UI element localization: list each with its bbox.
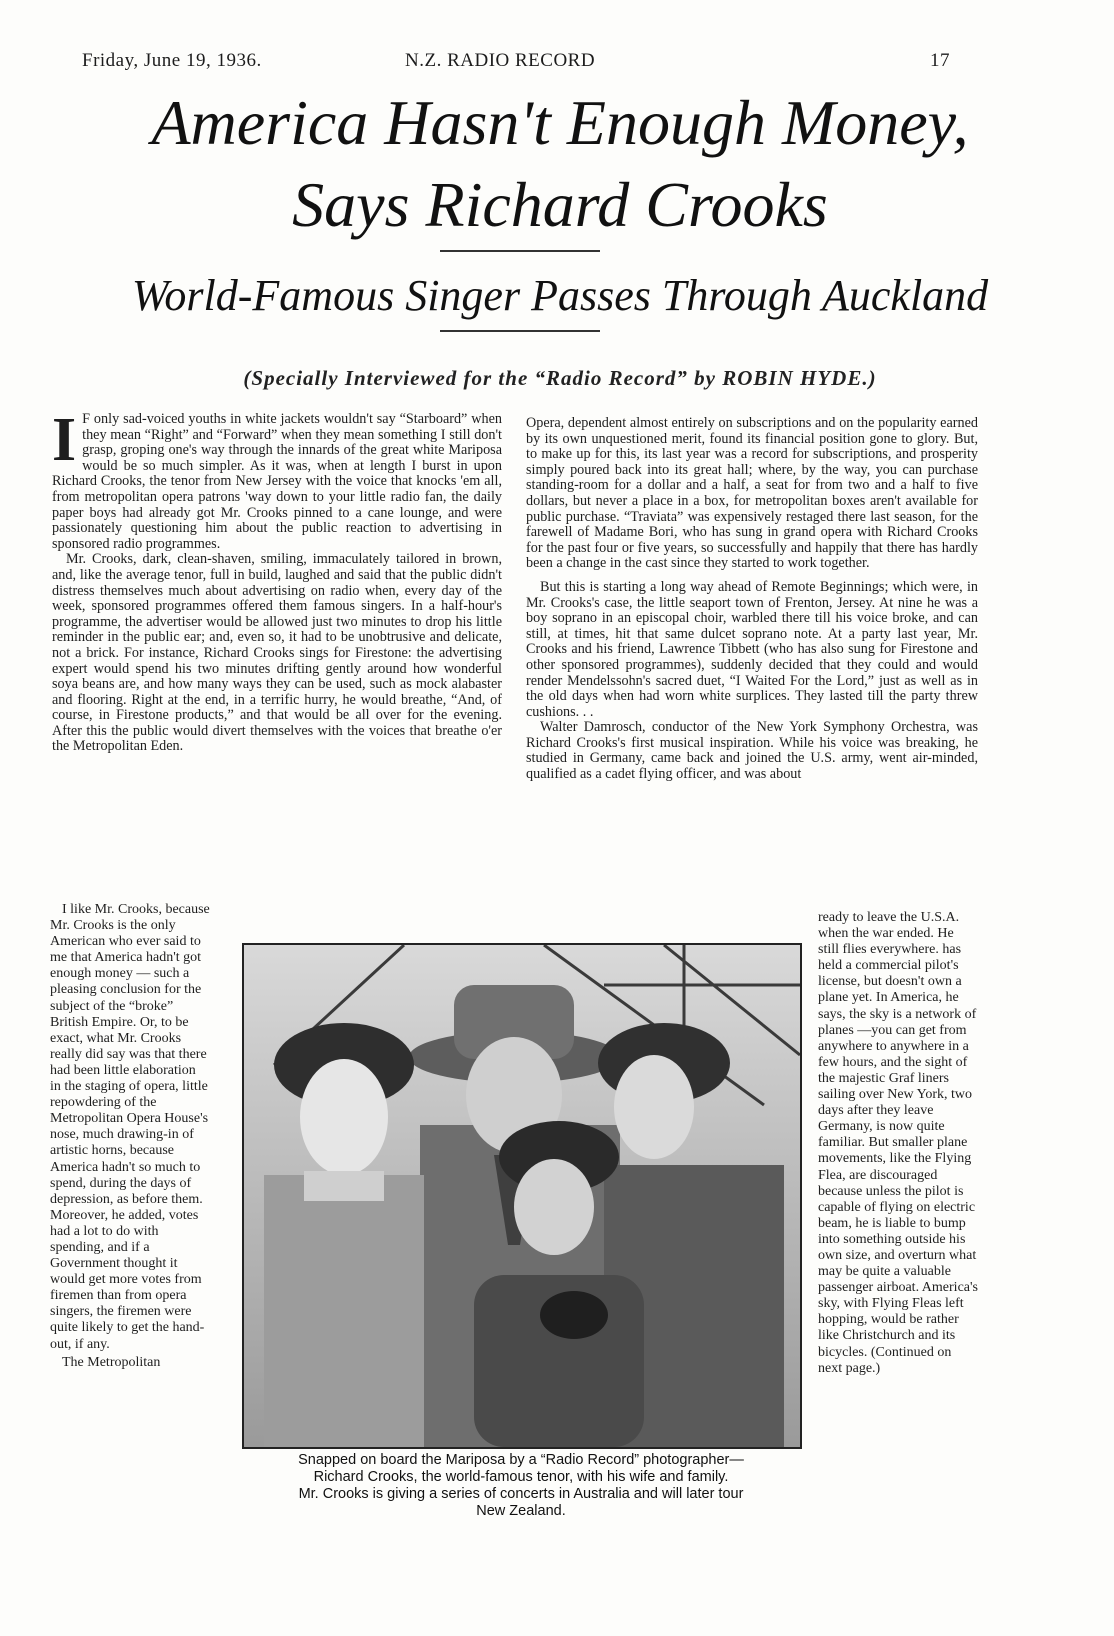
paragraph-4: But this is starting a long way ahead of Remote Beginnings; which were, in Mr. Crooks's case, the little seaport town of Frenton, Jersey. At nine he was a boy soprano in an episcopal choir, warbled there till his voice broke, and can still, at times, hit that same dulcet soprano note. At a party last year, Mr. Crooks and his friend, Lawrence Tibbett (who has also sung for Firestone and other sponsored programmes), suddenly decided that they could and would render Mendelssohn's sacred duet, “I Waited For the Lord,” just as well as in the old days when had worn white surplices. They lasted till the party threw cushions. . . bbox=[526, 578, 978, 720]
caption-line-2: Richard Crooks, the world-famous tenor, with his wife and family. bbox=[313, 1469, 729, 1485]
narrow-column-right bbox=[818, 910, 978, 1377]
headline-line-2: Says Richard Crooks bbox=[292, 169, 828, 240]
subheadline: World-Famous Singer Passes Through Auckland bbox=[131, 271, 989, 320]
paragraph-3: Opera, dependent almost entirely on subscriptions and on the popularity earned by its own unquestioned merit, found its financial position gone to glory. But, to make up for this, its last year was a record for subscriptions, and prosperity simply poured back into its great hall; where, by the way, you can purchase standing-room for a dollar and a half, a seat for from two and a half to five dollars, but never a place in a box, for metropolitan boxes aren't available for public purchase. “Traviata” was expensively restaged there last season, for the farewell of Madame Bori, who has sung in grand opera with Richard Crooks for the past four or five years, so successfully and happily that there has hardly been a change in the cast since they started to work together. bbox=[526, 415, 978, 572]
photo-caption bbox=[236, 1452, 806, 1520]
byline: (Specially Interviewed for the “Radio Record” by ROBIN HYDE.) bbox=[243, 366, 877, 390]
paragraph-continued: ready to leave the U.S.A. when the war ended. He still flies everywhere. has held a commercial pilot's license, but doesn't own a plane yet. In America, he says, the sky is a network of planes —you can get from anywhere to anywhere in a few hours, and the sight of the majestic Graf liners sailing over New York, two days after they leave Germany, is now quite familiar. But smaller plane movements, like the Flying Flea, are discouraged because unless the pilot is capable of flying on electric beam, he is liable to bump into something outside his own size, and overturn what may be quite a valuable passenger airboat. America's sky, with Flying Fleas left hopping, would be rather like Christchurch and its bicycles. (Continued on next page.) bbox=[818, 910, 978, 1376]
caption-line-4: New Zealand. bbox=[476, 1503, 566, 1519]
drop-cap: I bbox=[52, 406, 77, 474]
headline-rule bbox=[440, 250, 600, 252]
page-number: 17 bbox=[930, 50, 950, 71]
paragraph-5: Walter Damrosch, conductor of the New York Symphony Orchestra, was Richard Crooks's first musical inspiration. While his voice was breaking, he studied in Germany, came back and joined the U.S. army, went air-minded, qualified as a cadet flying officer, and was about bbox=[526, 719, 978, 783]
subheadline-rule bbox=[440, 330, 600, 332]
paragraph-1: F only sad-voiced youths in white jackets wouldn't say “Starboard” when they mean “Right” and “Forward” when they mean something I still don't grasp, groping one's way through the innards of the great white Mariposa would be so much simpler. As it was, when at length I burst in upon Richard Crooks, the tenor from New Jersey with the voice that knocks 'em all, from metropolitan opera patrons 'way down to your little radio fan, the daily paper boys had already got Mr. Crooks pinned to a cane lounge, and were passionately questioning him about the public reaction to advertising in sponsored radio programmes. bbox=[52, 411, 502, 552]
paragraph-7-start: The Metropolitan bbox=[62, 1354, 161, 1370]
caption-line-1: Snapped on board the Mariposa by a “Radio Record” photographer— bbox=[298, 1452, 744, 1468]
issue-date: Friday, June 19, 1936. bbox=[82, 50, 262, 71]
article-column-2 bbox=[526, 416, 978, 783]
paragraph-2: Mr. Crooks, dark, clean-shaven, smiling, immaculately tailored in brown, and, like the average tenor, full in build, laughed and said that the public didn't distress themselves much about advertising on radio when, every day of the week, sponsored programmes offered them famous singers. In a half-hour's programme, the advertiser would be allowed just two minutes to drop his little reminder in the public ear; and, even so, it had to be unobtrusive and delicate, not a brick. For instance, Richard Crooks sings for Firestone: the advertising expert would spend his two minutes drifting gently around how wonderful soya beans are, and how many ways they can be used, such as mock alabaster and flooring. Right at the end, in a terrific hurry, he would breathe, “And, of course, in Firestone products,” and that would be all over for the evening. After this the public would divert themselves with the voices that breathe o'er the Metropolitan Eden. bbox=[52, 551, 502, 755]
photo-illustration bbox=[244, 945, 800, 1447]
woman-left-figure bbox=[264, 1023, 424, 1447]
publication-name: N.Z. RADIO RECORD bbox=[405, 50, 596, 71]
headline-line-1: America Hasn't Enough Money, bbox=[151, 87, 969, 158]
paragraph-6: I like Mr. Crooks, because Mr. Crooks is the only American who ever said to me that America hadn't got enough money — such a pleasing conclusion for the subject of the “broke” British Empire. Or, to be exact, what Mr. Crooks really did say was that there had been little elaboration in the staging of opera, little repowdering of the Metropolitan Opera House's nose, much drawing-in of artistic horns, because America hadn't so much to spend, during the days of depression, as before them. Moreover, he added, votes had a lot to do with spending, and if a Government thought it would get more votes from firemen than from opera singers, the firemen were quite likely to get the hand-out, if any. bbox=[50, 902, 210, 1352]
photograph bbox=[242, 943, 802, 1449]
caption-line-3: Mr. Crooks is giving a series of concerts in Australia and will later tour bbox=[298, 1486, 744, 1502]
narrow-column-left bbox=[50, 902, 210, 1371]
article-column-1 bbox=[52, 406, 502, 755]
